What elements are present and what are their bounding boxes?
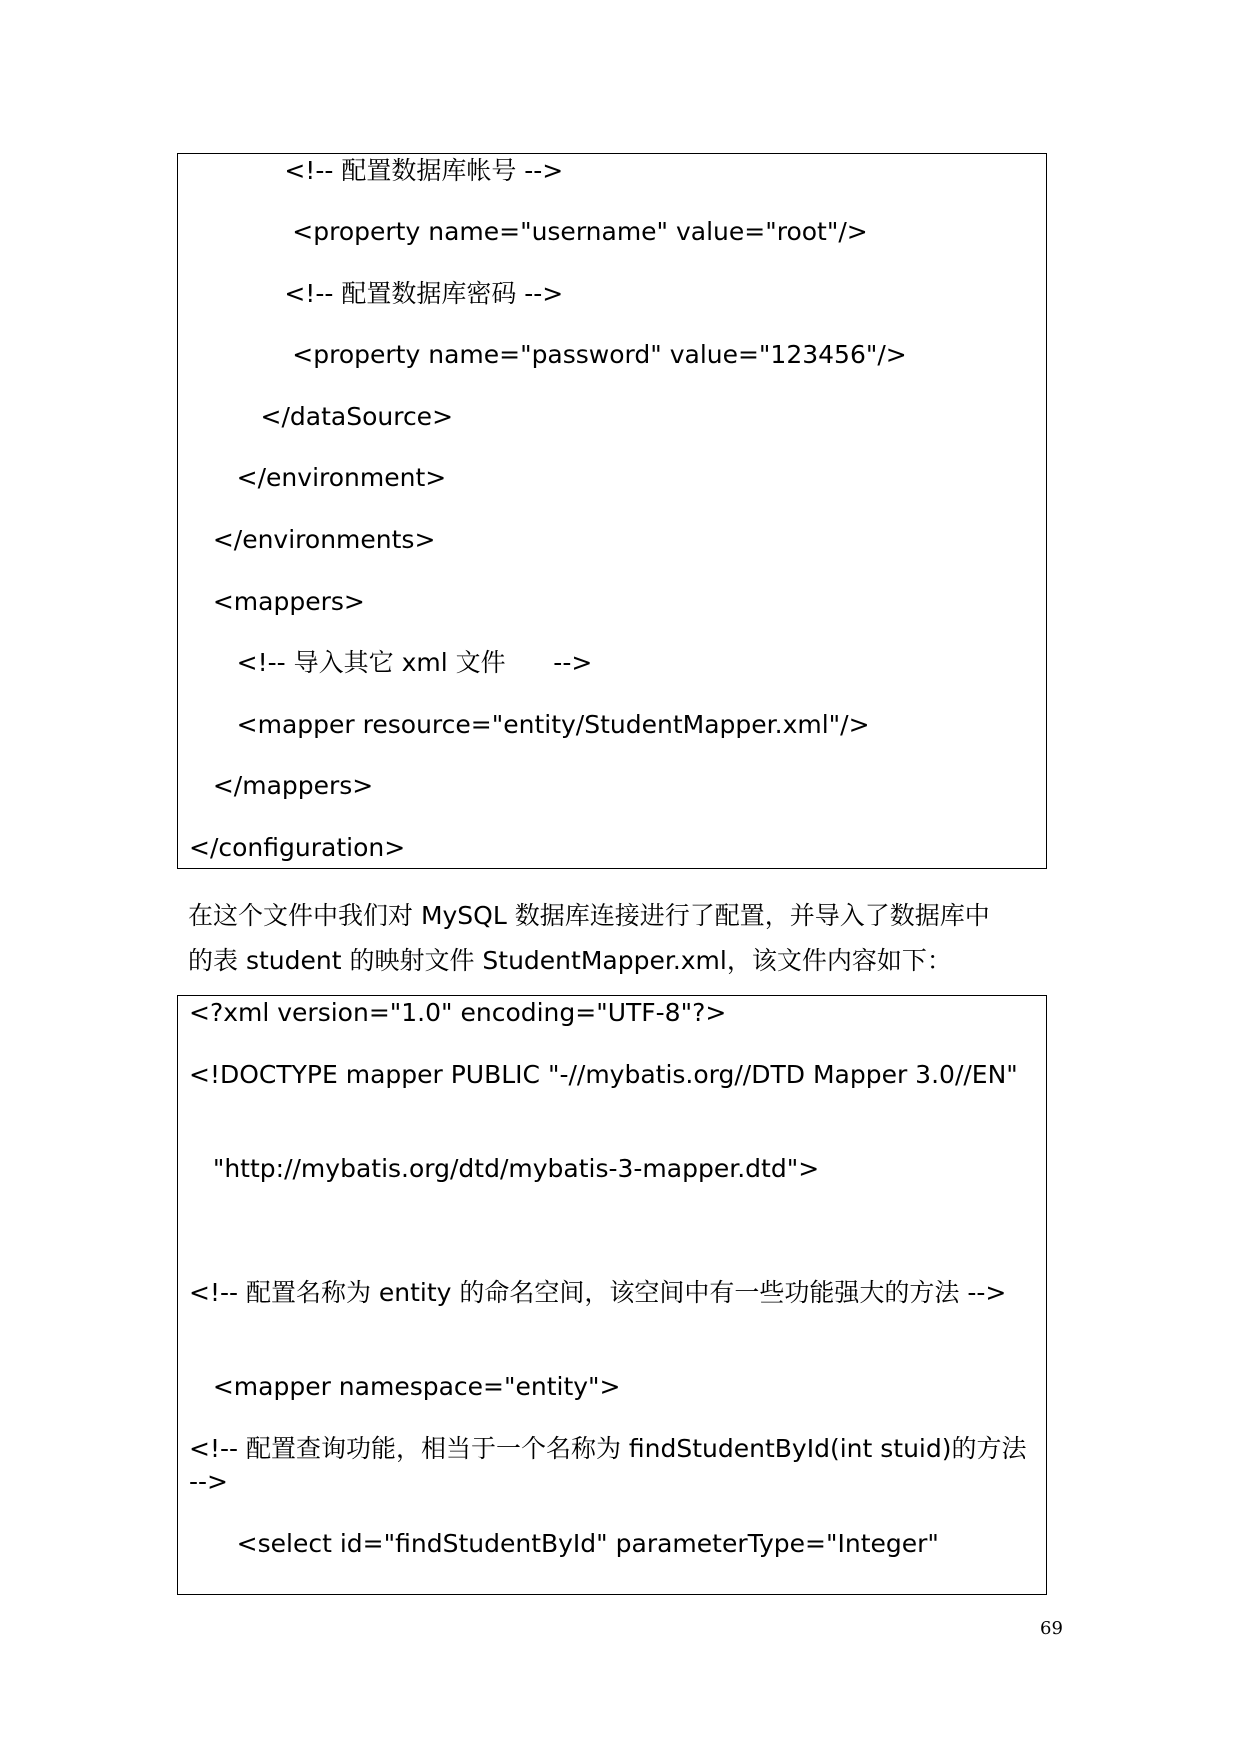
code-line: </configuration>	[189, 833, 406, 862]
body-paragraph	[188, 893, 1048, 983]
code-line: "http://mybatis.org/dtd/mybatis-3-mapper.dtd">	[189, 1154, 820, 1183]
code-line: <!-- 配置数据库帐号 -->	[189, 156, 564, 185]
code-line: <!DOCTYPE mapper PUBLIC "-//mybatis.org//DTD Mapper 3.0//EN"	[189, 1060, 1018, 1089]
code-box-mapper	[177, 995, 1047, 1595]
code-line: <!-- 导入其它 xml 文件 -->	[189, 648, 593, 677]
code-line: <!-- 配置查询功能，相当于一个名称为 findStudentById(int stuid)的方法 -->	[189, 1434, 1027, 1496]
code-box-configuration	[177, 153, 1047, 869]
code-line: </environments>	[189, 525, 436, 554]
code-line: <property name="username" value="root"/>	[189, 217, 868, 246]
code-line: <!-- 配置名称为 entity 的命名空间，该空间中有一些功能强大的方法 -->	[189, 1278, 1007, 1307]
code-line: <property name="password" value="123456"/>	[189, 340, 907, 369]
code-line: <!-- 配置数据库密码 -->	[189, 279, 564, 308]
code-line: <mappers>	[189, 587, 365, 616]
paragraph-line: 在这个文件中我们对 MySQL 数据库连接进行了配置，并导入了数据库中	[188, 901, 990, 930]
code-line: <select id="findStudentById" parameterType="Integer"	[189, 1529, 939, 1558]
paragraph-line: 的表 student 的映射文件 StudentMapper.xml，该文件内容如下：	[188, 946, 952, 975]
code-line: <mapper namespace="entity">	[189, 1372, 621, 1401]
code-line: </environment>	[189, 463, 447, 492]
code-line: <?xml version="1.0" encoding="UTF-8"?>	[189, 998, 727, 1027]
code-line: <mapper resource="entity/StudentMapper.xml"/>	[189, 710, 870, 739]
code-line: </dataSource>	[189, 402, 454, 431]
code-line: </mappers>	[189, 771, 374, 800]
page-number: 69	[1040, 1618, 1063, 1639]
